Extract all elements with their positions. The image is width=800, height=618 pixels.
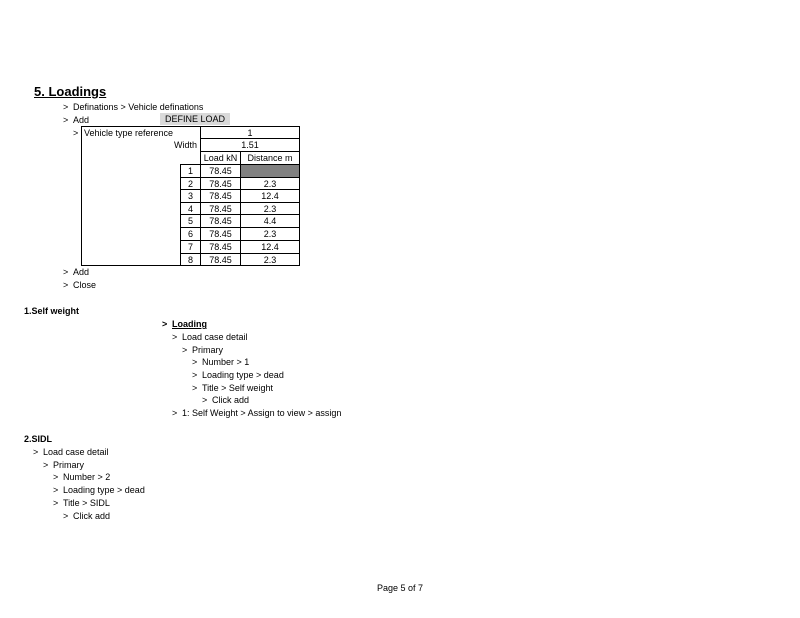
- distance-cell[interactable]: 2.3: [263, 255, 277, 265]
- definitions-path: Definations > Vehicle definations: [73, 102, 204, 112]
- sidl-type-line: > Loading type > dead: [53, 485, 145, 495]
- close-label[interactable]: Close: [73, 280, 97, 290]
- sw-loading-line: > Loading: [162, 319, 207, 329]
- section-title: 5. Loadings: [34, 84, 107, 99]
- sw-assign-line: > 1: Self Weight > Assign to view > assign: [172, 408, 342, 418]
- distance-cell[interactable]: 4.4: [263, 216, 277, 226]
- row-number: 7: [187, 242, 193, 252]
- sw-number-line: > Number > 1: [192, 357, 250, 367]
- page-footer: Page 5 of 7: [376, 583, 424, 593]
- sidl-primary-line: > Primary: [43, 460, 84, 470]
- row-number: 3: [187, 191, 193, 201]
- sw-primary-line: > Primary: [182, 345, 223, 355]
- add-line-2: > Add: [63, 267, 90, 277]
- sidl-lcd-line: > Load case detail: [33, 447, 109, 457]
- width-value[interactable]: 1.51: [241, 140, 259, 150]
- load-cell[interactable]: 78.45: [209, 179, 232, 189]
- distance-cell[interactable]: 12.4: [261, 191, 279, 201]
- sw-type-line: > Loading type > dead: [192, 370, 284, 380]
- bullet-arrow: >: [63, 115, 69, 125]
- load-cell[interactable]: 78.45: [209, 216, 232, 226]
- row-number: 8: [187, 255, 193, 265]
- add-label-2[interactable]: Add: [73, 267, 90, 277]
- add-label: Add: [73, 115, 90, 125]
- sidl-click-line: > Click add: [63, 511, 111, 521]
- distance-cell[interactable]: 2.3: [263, 204, 277, 214]
- sw-title-line: > Title > Self weight: [192, 383, 273, 393]
- sidl-title-line: > Title > SIDL: [53, 498, 110, 508]
- distance-cell[interactable]: 12.4: [261, 242, 279, 252]
- load-cell[interactable]: 78.45: [209, 204, 232, 214]
- define-load-button[interactable]: DEFINE LOAD: [160, 113, 230, 125]
- row-number: 1: [187, 166, 193, 176]
- sidl-number-line: > Number > 2: [53, 472, 111, 482]
- col-header-load: Load kN: [203, 153, 238, 163]
- self-weight-heading: 1.Self weight: [24, 306, 80, 316]
- load-cell[interactable]: 78.45: [209, 229, 232, 239]
- sw-lcd-line: > Load case detail: [172, 332, 248, 342]
- definitions-line: [63, 101, 203, 113]
- load-cell[interactable]: 78.45: [209, 166, 232, 176]
- col-header-distance: Distance m: [247, 153, 293, 163]
- sw-click-line: > Click add: [202, 395, 250, 405]
- load-cell[interactable]: 78.45: [209, 191, 232, 201]
- load-cell[interactable]: 78.45: [209, 242, 232, 252]
- row-number: 5: [187, 216, 193, 226]
- table-bullet: >: [73, 128, 79, 138]
- distance-cell[interactable]: 2.3: [263, 179, 277, 189]
- row-number: 2: [187, 179, 193, 189]
- load-cell[interactable]: 78.45: [209, 255, 232, 265]
- add-line: [63, 114, 89, 126]
- vehicle-ref-label: Vehicle type reference: [84, 128, 174, 138]
- distance-cell[interactable]: [241, 165, 299, 177]
- row-number: 6: [187, 229, 193, 239]
- bullet-arrow: >: [63, 102, 69, 112]
- close-line: > Close: [63, 280, 97, 290]
- loading-link[interactable]: Loading: [172, 319, 207, 329]
- distance-cell[interactable]: 2.3: [263, 229, 277, 239]
- vehicle-ref-value[interactable]: 1: [247, 128, 253, 138]
- sidl-heading: 2.SIDL: [24, 434, 53, 444]
- row-number: 4: [187, 204, 193, 214]
- width-label: Width: [174, 140, 198, 150]
